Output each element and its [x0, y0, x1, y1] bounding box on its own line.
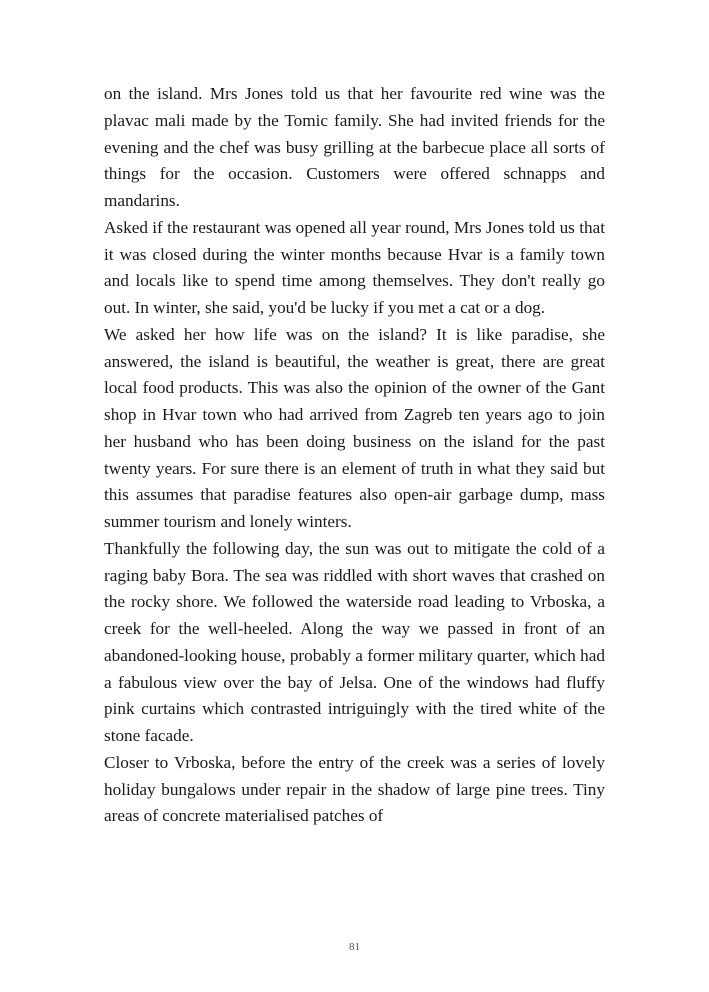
page-number: 81: [349, 941, 360, 953]
paragraph: Closer to Vrboska, before the entry of the creek was a series of lovely holiday bungalows under repair in the shadow of large pine trees. Tiny areas of concrete materialised patches of: [104, 752, 605, 826]
paragraph: We asked her how life was on the island? It is like paradise, she answered, the island is beautiful, the weather is great, there are great local food products. This was also the opinion of the owner of the Gant shop in Hvar town who had arrived from Zagreb ten years ago to join her husband who has been doing business on the island for the past twenty years. For sure there is an element of truth in what they said but this assumes that paradise features also open-air garbage dump, mass summer tourism and lonely winters.: [104, 324, 605, 531]
body-text: [104, 81, 605, 830]
paragraph: on the island. Mrs Jones told us that her favourite red wine was the plavac mali made by the Tomic family. She had invited friends for the evening and the chef was busy grilling at the barbecue place all sorts of things for the occasion. Customers were offered schnapps and mandarins.: [104, 84, 605, 210]
paragraph: Thankfully the following day, the sun was out to mitigate the cold of a raging baby Bora. The sea was riddled with short waves that crashed on the rocky shore. We followed the waterside road leading to Vrboska, a creek for the well-heeled. Along the way we passed in front of an abandoned-looking house, probably a former military quarter, which had a fabulous view over the bay of Jelsa. One of the windows had fluffy pink curtains which contrasted intriguingly with the tired white of the stone facade.: [104, 538, 605, 745]
paragraph: Asked if the restaurant was opened all year round, Mrs Jones told us that it was closed during the winter months because Hvar is a family town and locals like to spend time among themselves. They don't really go out. In winter, she said, you'd be lucky if you met a cat or a dog.: [104, 217, 605, 317]
